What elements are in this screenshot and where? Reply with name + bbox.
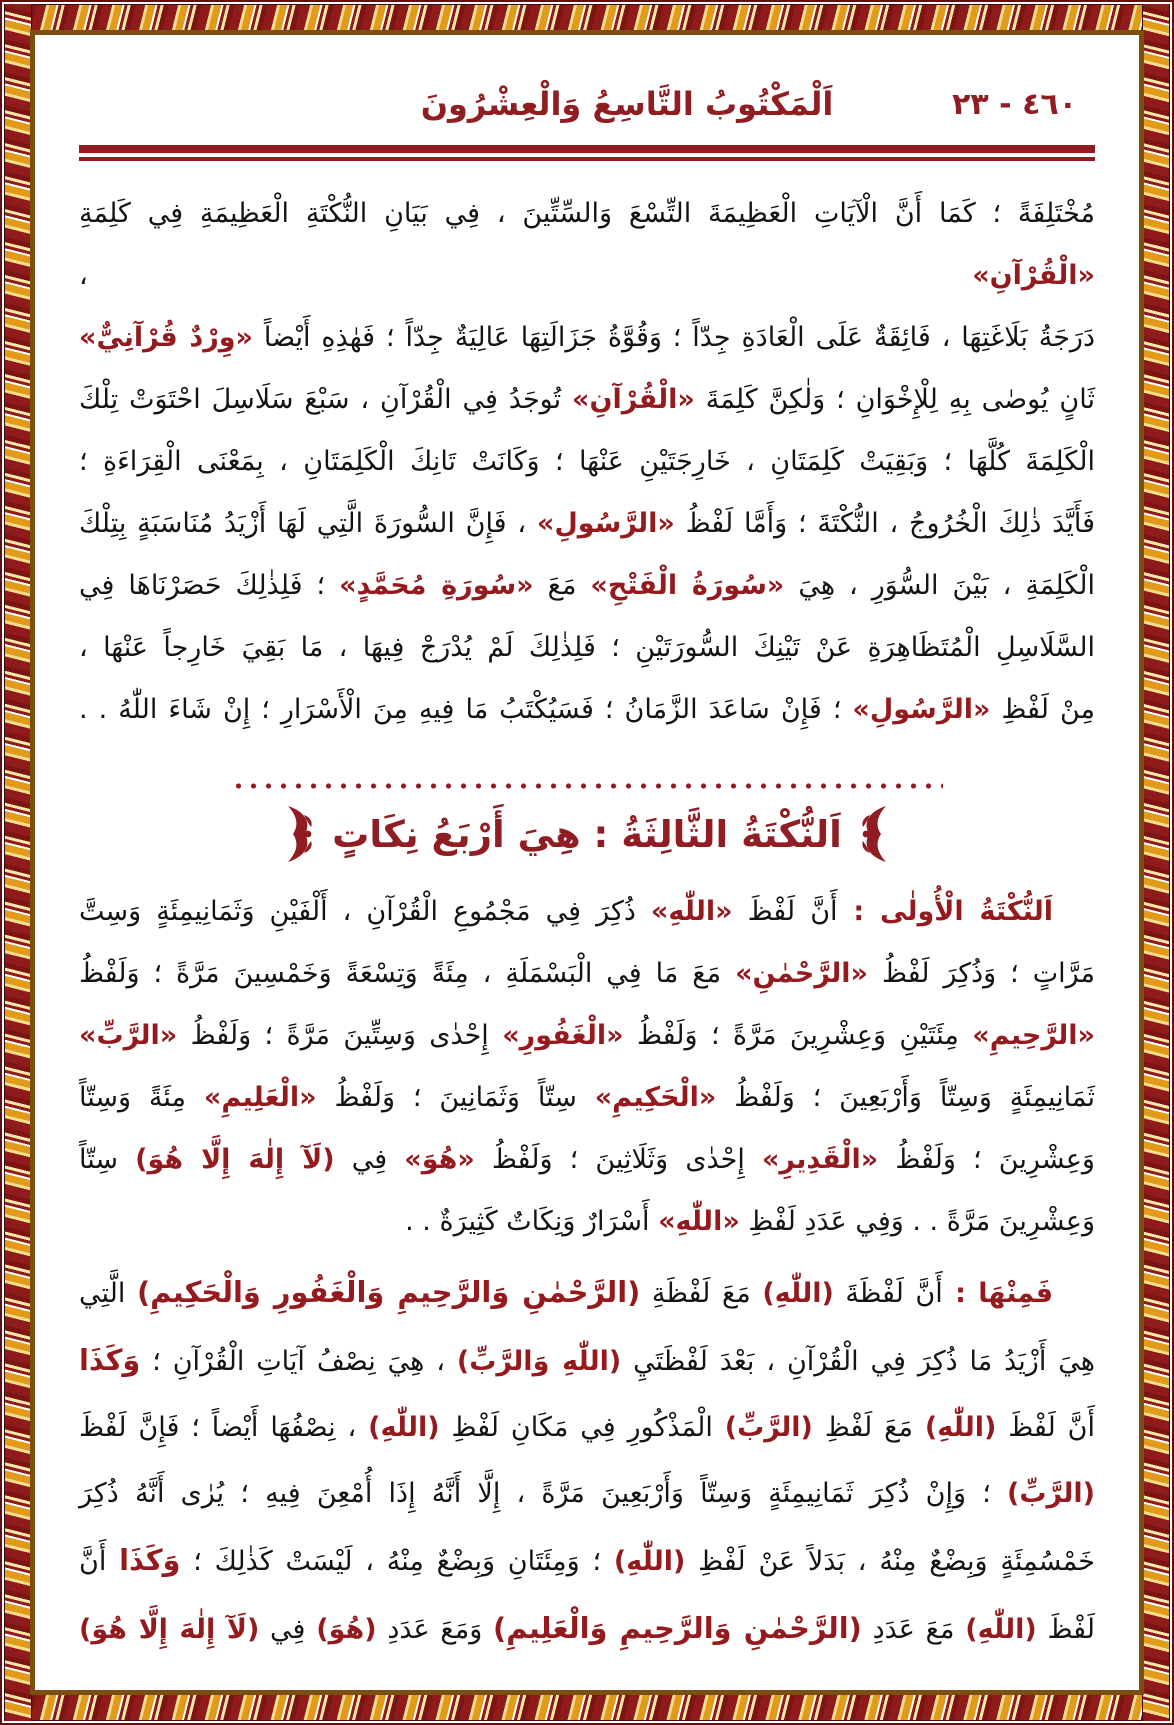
body-text: أَنَّ لَفْظَ: [996, 1412, 1095, 1443]
emphasized-term: «الرَّسُولِ»: [536, 508, 675, 539]
paragraph-3: [79, 1259, 1095, 1663]
emphasized-term: «وِرْدٌ قُرْآنِيٌّ»: [79, 322, 253, 353]
body-text: خَمْسُمِئَةٍ وَبِضْعٌ مِنْهُ ، بَدَلاً عَنْ لَفْظِ: [685, 1546, 1095, 1577]
floral-ornament-icon: [856, 805, 890, 863]
body-text: الْكَلِمَةِ ، بَيْنَ السُّوَرِ ، هِيَ: [784, 570, 1096, 601]
ornamental-border-top: [4, 4, 1170, 32]
body-text: سِتّاً وَثَمَانِينَ ؛ وَلَفْظُ: [316, 1082, 595, 1113]
body-text: السَّلَاسِلِ الْمُتَظَاهِرَةِ عَنْ تَيْنِكَ السُّورَتَيْنِ ؛ فَلِذٰلِكَ لَمْ يُدْرَجْ فِيهَا ، مَا بَقِيَ خَارِجاً عَنْهَا ،: [79, 632, 1095, 663]
body-text: مَعَ: [533, 570, 591, 601]
header-divider: [79, 145, 1095, 161]
body-text: ذُكِرَ فِي مَجْمُوعِ الْقُرْآنِ ، أَلْفَيْنِ وَثَمَانِيمِئَةٍ وَسِتَّ: [79, 896, 651, 927]
text-line: [79, 431, 1095, 493]
text-line: [79, 493, 1095, 555]
text-line: [79, 943, 1095, 1005]
body-text: فِي: [334, 1144, 405, 1175]
body-text: مَعَ لَفْظَةِ: [640, 1278, 763, 1309]
body-text: ثَانٍ يُوصٰى بِهِ لِلْإِخْوَانِ ؛ وَلٰكِنَّ كَلِمَةَ: [694, 384, 1095, 415]
emphasized-term: اَلنُّكْتَةُ الْأُولٰى :: [837, 896, 1054, 927]
emphasized-term: «اللّٰهِ»: [650, 896, 733, 927]
body-text: وَعِشْرِينَ ؛ وَلَفْظُ: [878, 1144, 1095, 1175]
text-line: [79, 1327, 1095, 1395]
body-text: وَمَعَ عَدَدِ: [376, 1614, 494, 1645]
page-header: [79, 85, 1095, 135]
text-line: [79, 1395, 1095, 1461]
body-text: مُخْتَلِفَةً ؛ كَمَا أَنَّ الْآيَاتِ الْعَظِيمَةَ التِّسْعَ وَالسِّتِّينَ ، فِي بَيَانِ النُّكْتَةِ الْعَظِيمَةِ فِي كَلِمَةِ: [79, 198, 1095, 229]
dotted-separator: [231, 783, 943, 789]
page-number: ٤٦٠ - ٢٣: [952, 87, 1077, 122]
text-line: [79, 1527, 1095, 1595]
paragraph-1: [79, 183, 1095, 741]
emphasized-term: وَكَذَا: [79, 1343, 141, 1377]
body-text: وَعِشْرِينَ مَرَّةً . . وَفِي عَدَدِ لَفْظِ: [739, 1206, 1095, 1237]
text-line: [79, 1005, 1095, 1067]
body-text: الَّتِي: [79, 1278, 137, 1309]
body-text: إِحْدٰى وَثَلَاثِينَ ؛ وَلَفْظُ: [474, 1144, 762, 1175]
body-text: أَنَّ: [79, 1546, 120, 1577]
body-text: مِئَتَيْنِ وَعِشْرِينَ مَرَّةً ؛ وَلَفْظُ: [623, 1020, 973, 1051]
text-line: [79, 555, 1095, 617]
section-heading-text: اَلنُّكْتَةُ الثَّالِثَةُ : هِيَ أَرْبَعُ نِكَاتٍ: [332, 812, 842, 856]
text-line: [79, 881, 1095, 943]
emphasized-term: (اللّٰهِ): [924, 1412, 997, 1443]
body-text: مَعَ عَدَدِ: [861, 1614, 966, 1645]
emphasized-term: «الْقَدِيرِ»: [761, 1144, 879, 1175]
ornamental-border-bottom: [4, 1693, 1170, 1721]
body-text: فَأَيَّدَ ذٰلِكَ الْخُرُوجُ ، النُّكْتَةَ ؛ وَأَمَّا لَفْظُ: [674, 508, 1095, 539]
body-text: سِتّاً: [79, 1144, 136, 1175]
body-text: ، فَإِنَّ السُّورَةَ الَّتِي لَهَا أَزْيَدُ مُنَاسَبَةٍ بِتِلْكَ: [79, 508, 537, 539]
body-text: هِيَ أَزْيَدُ مَا ذُكِرَ فِي الْقُرْآنِ ، بَعْدَ لَفْظَتَيِ: [621, 1346, 1095, 1377]
body-text: فِي: [259, 1614, 317, 1645]
emphasized-term: «الْعَلِيمِ»: [203, 1082, 317, 1113]
emphasized-term: «اللّٰهِ»: [658, 1206, 740, 1237]
body-text: دَرَجَةُ بَلَاغَتِهَا ، فَائِقَةٌ عَلَى الْعَادَةِ جِدّاً ؛ وَقُوَّةُ جَزَالَتِهَا عَالِيَةٌ جِدّاً ؛ فَهٰذِهِ أَيْضاً: [252, 322, 1095, 353]
body-text: ،: [79, 260, 973, 291]
text-line: [79, 1191, 1095, 1253]
body-text: ، هِيَ نِصْفُ آيَاتِ الْقُرْآنِ ؛: [140, 1346, 457, 1377]
text-line: [79, 369, 1095, 431]
body-text: أَنَّ لَفْظَةَ: [833, 1278, 943, 1309]
body-text: ؛ فَإِنْ سَاعَدَ الزَّمَانُ ؛ فَسَيُكْتَبُ مَا فِيهِ مِنَ الْأَسْرَارِ ؛ إِنْ شَاءَ اللّٰهُ . .: [79, 694, 853, 725]
emphasized-term: «هُوَ»: [404, 1144, 475, 1175]
body-text: لَفْظَ: [1036, 1614, 1096, 1645]
body-text: تُوجَدُ فِي الْقُرْآنِ ، سَبْعَ سَلَاسِلَ احْتَوَتْ تِلْكَ: [79, 384, 573, 415]
emphasized-term: (الرَّبِّ): [1006, 1478, 1095, 1509]
emphasized-term: (اللّٰهِ): [613, 1546, 686, 1577]
emphasized-term: «الْغَفُورِ»: [502, 1020, 624, 1051]
body-text: مِنْ لَفْظِ: [990, 694, 1095, 725]
text-line: [79, 1259, 1095, 1327]
paragraph-2: [79, 881, 1095, 1253]
emphasized-term: (اللّٰهِ وَالرَّبِّ): [456, 1346, 622, 1377]
emphasized-term: (هُوَ): [316, 1614, 377, 1645]
body-text: أَسْرَارٌ وَنِكَاتٌ كَثِيرَةٌ . .: [405, 1206, 659, 1237]
emphasized-term: (اللّٰهِ): [965, 1614, 1037, 1645]
body-text: أَنَّ لَفْظَ: [732, 896, 838, 927]
body-text: ؛ فَلِذٰلِكَ حَصَرْنَاهَا فِي: [79, 570, 340, 601]
text-line: [79, 1129, 1095, 1191]
body-text: ، نِصْفُهَا أَيْضاً ؛ فَإِنَّ لَفْظَ: [79, 1412, 369, 1443]
body-text: مَعَ مَا فِي الْبَسْمَلَةِ ، مِئَةً وَتِسْعَةً وَخَمْسِينَ مَرَّةً ؛ وَلَفْظُ: [79, 958, 736, 989]
ornamental-border-left: [4, 4, 32, 1721]
emphasized-term: (لَآ إِلٰهَ إِلَّا هُوَ): [79, 1614, 260, 1645]
emphasized-term: (الرَّبِّ): [724, 1412, 813, 1443]
section-heading: [79, 805, 1095, 863]
text-line: [79, 679, 1095, 741]
text-line: [79, 307, 1095, 369]
emphasized-term: «سُورَةِ مُحَمَّدٍ»: [339, 570, 534, 601]
body-text: مَرَّاتٍ ؛ وَذُكِرَ لَفْظُ: [868, 958, 1095, 989]
emphasized-term: فَمِنْهَا :: [942, 1278, 1054, 1309]
emphasized-term: «الرَّسُولِ»: [852, 694, 991, 725]
emphasized-term: (الرَّحْمٰنِ وَالرَّحِيمِ وَالْغَفُورِ وَالْحَكِيمِ): [136, 1275, 641, 1309]
emphasized-term: «الرَّحْمٰنِ»: [735, 958, 868, 989]
emphasized-term: (لَآ إِلٰهَ إِلَّا هُوَ): [135, 1144, 335, 1175]
body-text: الْكَلِمَةَ كُلَّهَا ؛ وَبَقِيَتْ كَلِمَتَانِ ، خَارِجَتَيْنِ عَنْهَا ؛ وَكَانَتْ تَانِكَ الْكَلِمَتَانِ ، بِمَعْنَى الْقِرَاءَةِ ؛: [79, 446, 1095, 477]
floral-ornament-icon: [284, 805, 318, 863]
ornamental-border-right: [1142, 4, 1170, 1721]
body-text: ؛ وَمِئَتَانِ وَبِضْعٌ مِنْهُ ، لَيْسَتْ كَذٰلِكَ ؛: [180, 1546, 614, 1577]
body-text: ثَمَانِيمِئَةٍ وَسِتّاً وَأَرْبَعِينَ ؛ وَلَفْظُ: [716, 1082, 1095, 1113]
emphasized-term: (اللّٰهِ): [762, 1278, 834, 1309]
page-content: [35, 35, 1139, 1690]
emphasized-term: وَكَذَا: [119, 1543, 181, 1577]
text-line: [79, 617, 1095, 679]
body-text: ؛ وَإِنْ ذُكِرَ ثَمَانِيمِئَةٍ وَسِتّاً وَأَرْبَعِينَ مَرَّةً ، إِلَّا أَنَّهُ إِذَا أُمْعِنَ فِيهِ ؛ يُرٰى أَنَّهُ ذُكِرَ: [79, 1478, 1007, 1509]
body-text: مِئَةً وَسِتّاً: [79, 1082, 204, 1113]
emphasized-term: «الرَّبِّ»: [79, 1020, 178, 1051]
text-line: [79, 1067, 1095, 1129]
emphasized-term: «الْحَكِيمِ»: [594, 1082, 717, 1113]
text-line: [79, 183, 1095, 307]
emphasized-term: «سُورَةُ الْفَتْحِ»: [590, 570, 785, 601]
text-line: [79, 1595, 1095, 1663]
text-line: [79, 1461, 1095, 1527]
emphasized-term: (اللّٰهِ): [368, 1412, 440, 1443]
emphasized-term: «الْقُرْآنِ»: [972, 260, 1095, 291]
body-text: إِحْدٰى وَسِتِّينَ مَرَّةً ؛ وَلَفْظُ: [177, 1020, 503, 1051]
emphasized-term: (الرَّحْمٰنِ وَالرَّحِيمِ وَالْعَلِيمِ): [493, 1611, 862, 1645]
body-text: مَعَ لَفْظِ: [812, 1412, 925, 1443]
page-title: اَلْمَكْتُوبُ التَّاسِعُ وَالْعِشْرُونَ: [420, 85, 834, 123]
emphasized-term: «الْقُرْآنِ»: [572, 384, 695, 415]
body-text: الْمَذْكُورِ فِي مَكَانِ لَفْظِ: [439, 1412, 725, 1443]
emphasized-term: «الرَّحِيمِ»: [972, 1020, 1095, 1051]
